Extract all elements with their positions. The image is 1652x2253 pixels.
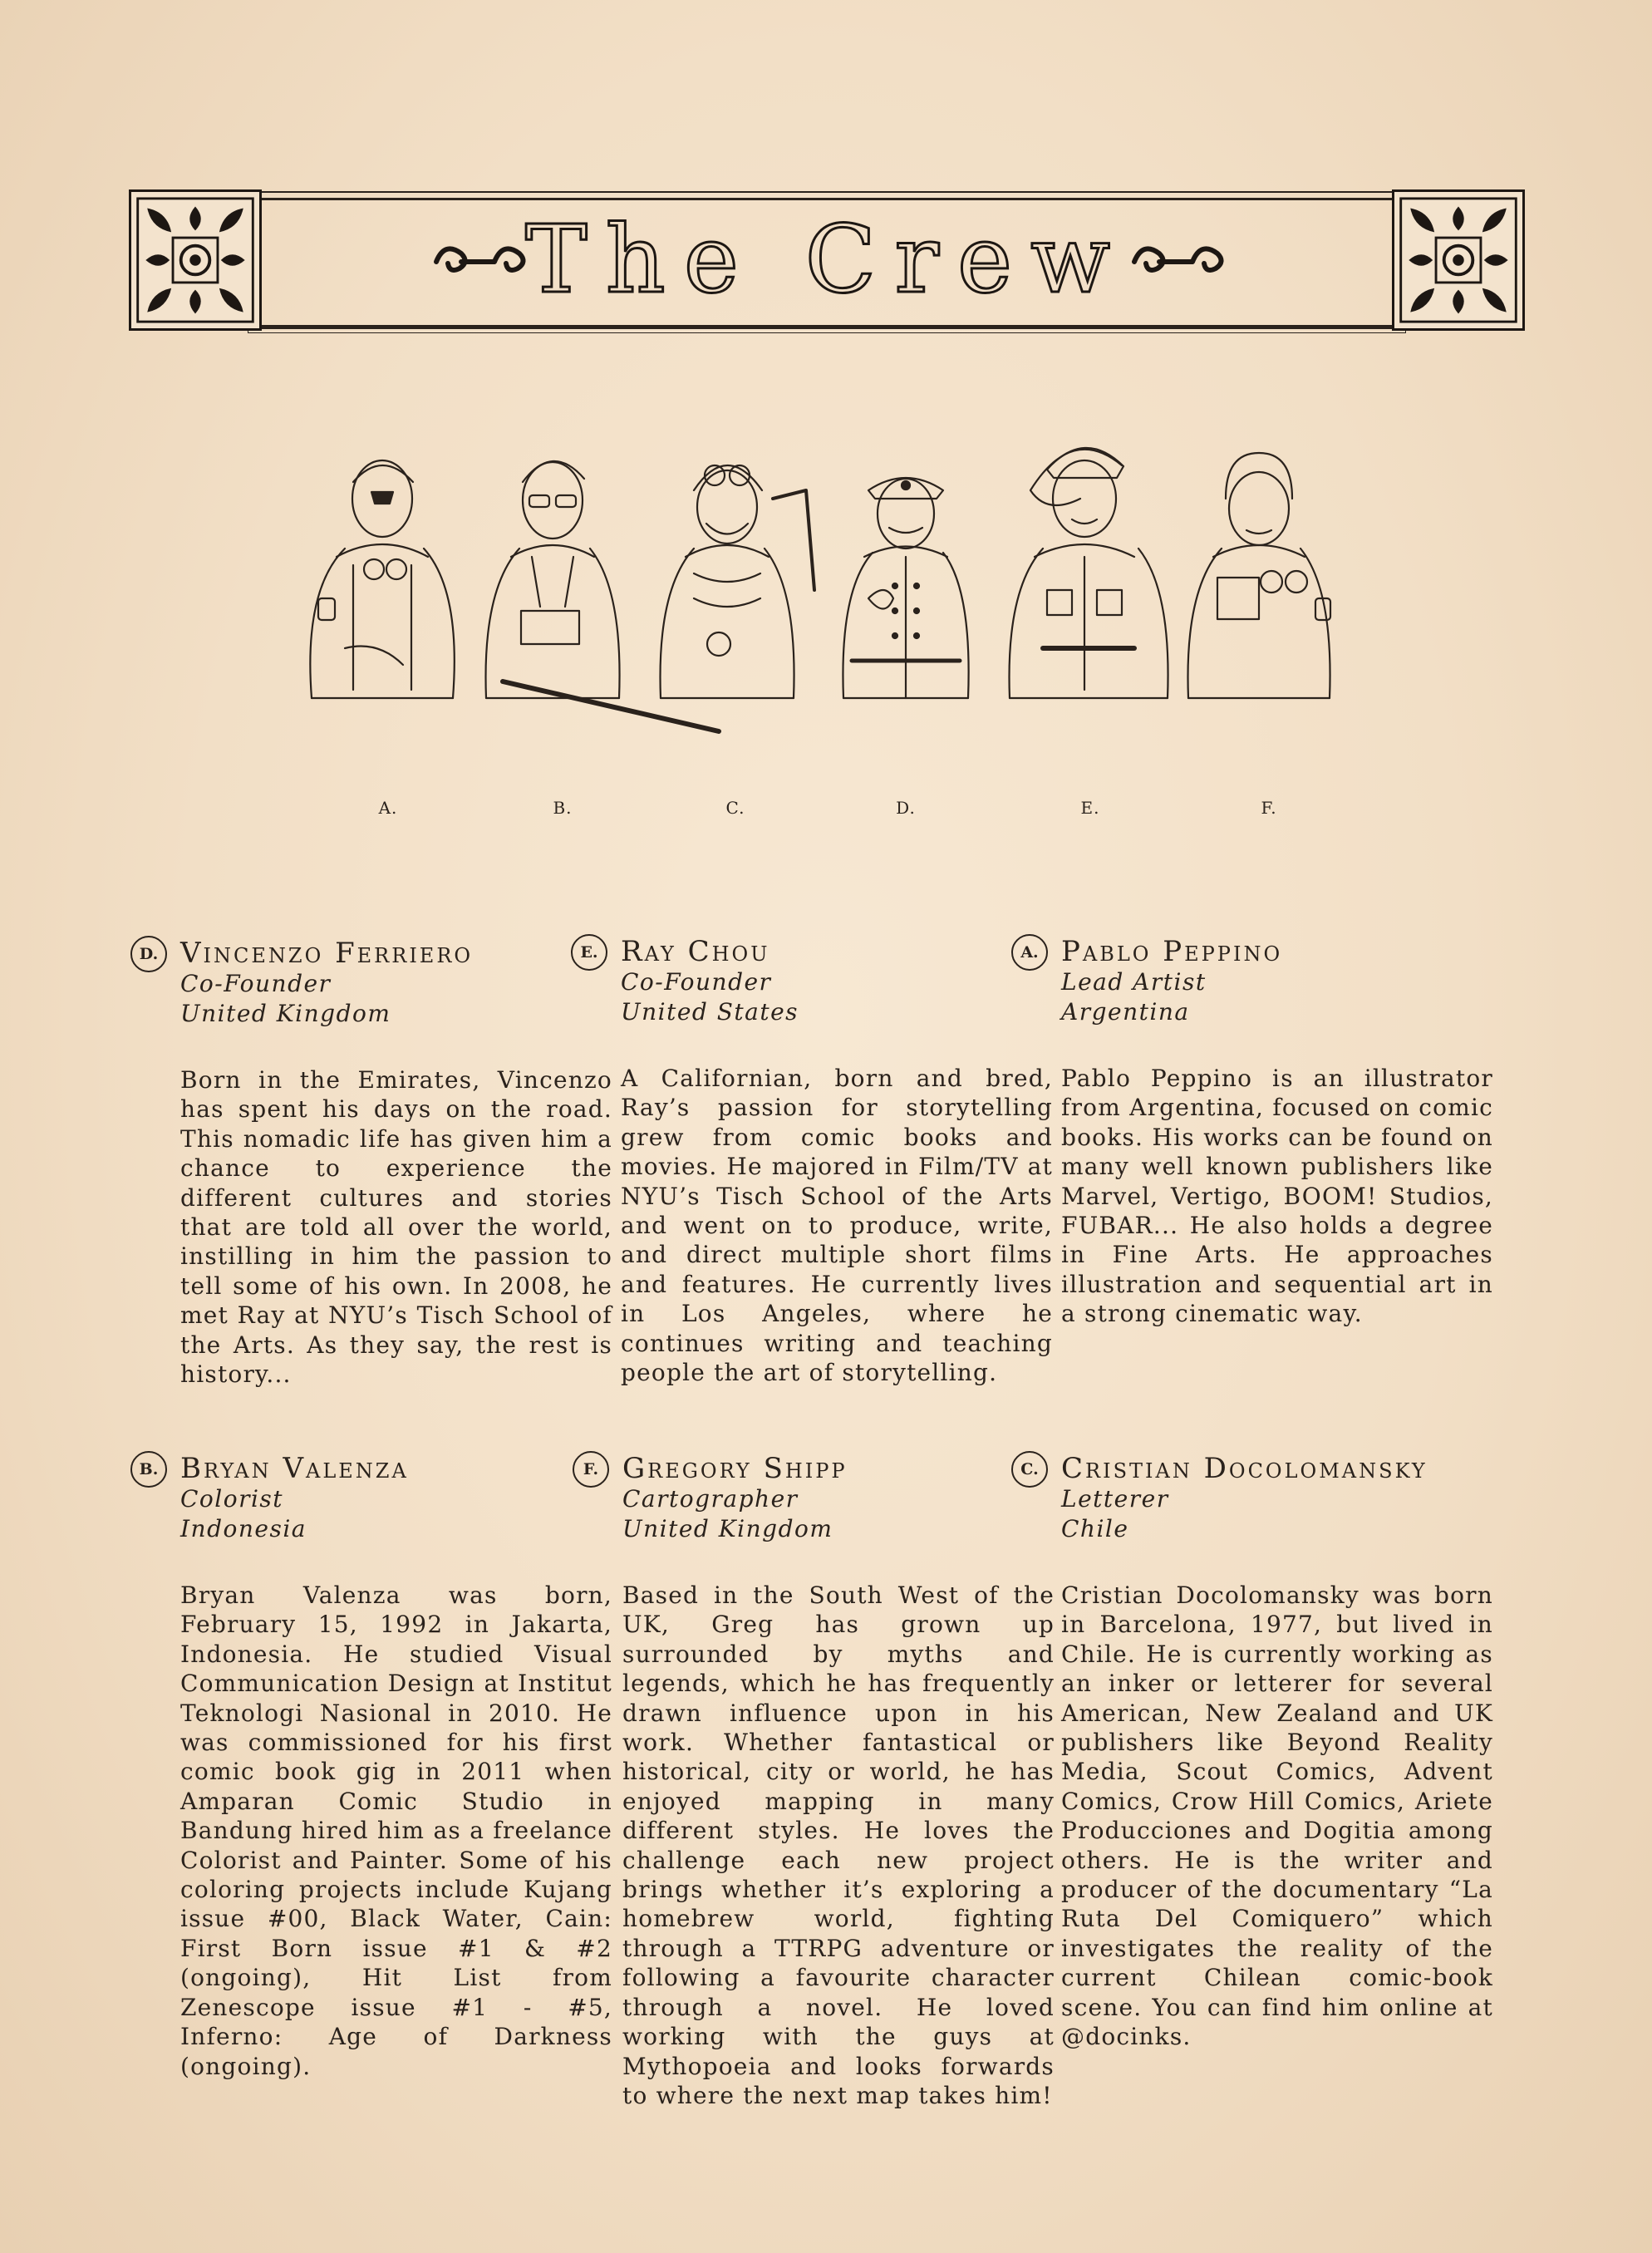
crew-badge: E. (571, 934, 607, 971)
crew-country: United Kingdom (180, 1000, 391, 1027)
crew-country: Indonesia (180, 1515, 307, 1542)
crew-figure-a (310, 460, 454, 698)
crew-role: Colorist (180, 1485, 284, 1513)
figure-label: C. (725, 798, 745, 818)
crew-name: Vincenzo Ferriero (180, 937, 474, 970)
crew-name: Ray Chou (621, 935, 770, 968)
crew-country: United States (621, 998, 799, 1026)
crew-badge: C. (1011, 1451, 1048, 1488)
crew-badge: F. (573, 1451, 609, 1488)
crew-entry (583, 1451, 1055, 2110)
crew-illustration (295, 432, 1367, 781)
crew-entry (580, 934, 1053, 1387)
figure-label: B. (553, 798, 573, 818)
page-title: The Crew (524, 206, 1129, 314)
crew-bio: Cristian Docolomansky was born in Barcelona, 1977, but lived in Chile. He is currently working as an inker or letterer for several American, New Zealand and UK publishers like Beyond Reality Media, Scout Comics, Advent Comics, Crow Hill Comics, Ariete Producciones and Dogitia among others. He is the writer and producer of the documentary “La Ruta Del Comiquero” which investigates the reality of the current Chilean comic-book scene. You can find him online at @docinks. (1061, 1582, 1493, 2051)
crew-figure-d (843, 478, 968, 698)
crew-role: Lead Artist (1061, 968, 1207, 996)
crew-bio: Born in the Emirates, Vincenzo has spent his days on the road. This nomadic life has given him a chance to experience the different cultures and stories that are told all over the world, instilling in him the passion to tell some of his own. In 2008, he met Ray at NYU’s Tisch School of the Arts. As they say, the rest is history... (180, 1066, 612, 1389)
figure-label: F. (1261, 798, 1277, 818)
banner-rule (245, 327, 1409, 329)
crew-figure-f (1188, 453, 1331, 698)
crew-bio: Pablo Peppino is an illustrator from Argentina, focused on comic books. His works can be found on many well known publishers like Marvel, Vertigo, BOOM! Studios, FUBAR... He also holds a degree in Fine Arts. He approaches illustration and sequential art in a strong cinematic way. (1061, 1065, 1493, 1328)
figure-label: A. (378, 798, 398, 818)
crew-country: Argentina (1061, 998, 1190, 1026)
crew-name: Cristian Docolomansky (1061, 1452, 1428, 1485)
crew-name: Gregory Shipp (622, 1452, 848, 1485)
crew-bio: Bryan Valenza was born, February 15, 1992 in Jakarta, Indonesia. He studied Visual Communication Design at Institut Teknologi Nasional in 2010. He was commissioned for his first comic book gig in 2011 when Amparan Comic Studio in Bandung hired him as a freelance Colorist and Painter. Some of his coloring projects include Kujang issue #00, Black Water, Cain: First Born issue #1 & #2 (ongoing), Hit List from Zenescope issue #1 - #5, Inferno: Age of Darkness (ongoing). (180, 1582, 612, 2080)
crew-name: Pablo Peppino (1061, 935, 1283, 968)
crew-entry (1020, 1451, 1493, 2052)
crew-bio: A Californian, born and bred, Ray’s passion for storytelling grew from comic books and movies. He majored in Film/TV at NYU’s Tisch School of the Arts and went on to produce, write, and direct multiple short films and features. He currently lives in Los Angeles, where he continues writing and teaching people the art of storytelling. (621, 1065, 1053, 1387)
crew-entry (1020, 934, 1493, 1329)
crew-badge: A. (1011, 934, 1048, 971)
crew-figure-e (1010, 448, 1168, 698)
figure-label: D. (896, 798, 916, 818)
crew-name: Bryan Valenza (180, 1452, 409, 1485)
crew-role: Co-Founder (621, 968, 772, 996)
crew-bio: Based in the South West of the UK, Greg has grown up surrounded by myths and legends, which he has frequently drawn influence upon in his work. Whether fantastical or historical, city or world, he has enjoyed mapping in many different styles. He loves the challenge each new project brings whether it’s exploring a homebrew world, fighting through a TTRPG adventure or following a favourite character through a novel. He loved working with the guys at Mythopoeia and looks forwards to where the next map takes him! (622, 1582, 1055, 2109)
crew-role: Cartographer (622, 1485, 799, 1513)
crew-badge: B. (130, 1451, 167, 1488)
crew-country: Chile (1061, 1515, 1129, 1542)
crew-role: Letterer (1061, 1485, 1169, 1513)
flourish-icon (1126, 233, 1226, 291)
crew-entry (139, 1451, 612, 2081)
crew-figure-c (661, 465, 815, 698)
crew-country: United Kingdom (622, 1515, 833, 1542)
crew-entry (139, 936, 612, 1389)
figure-label: E. (1080, 798, 1100, 818)
crew-role: Co-Founder (180, 970, 332, 997)
banner-rule (245, 191, 1409, 193)
crew-figure-b (486, 461, 720, 731)
crew-badge: D. (130, 936, 167, 972)
title-banner (129, 189, 1525, 331)
